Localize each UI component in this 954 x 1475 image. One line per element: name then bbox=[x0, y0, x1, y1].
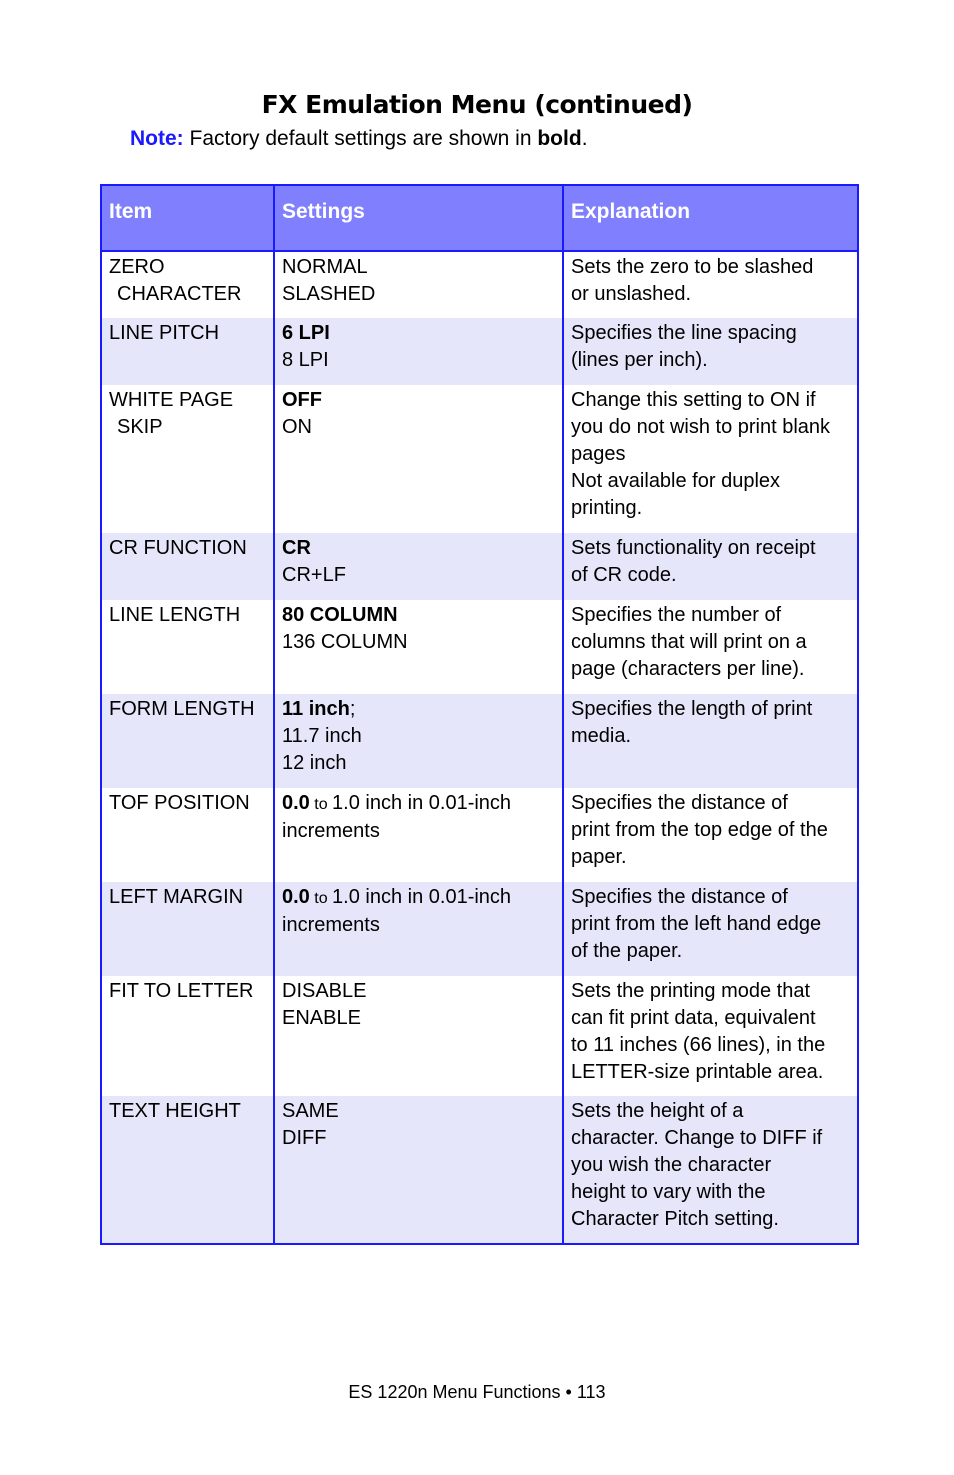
setting-option: NORMAL bbox=[282, 256, 368, 278]
table-row bbox=[101, 251, 858, 318]
settings-cell bbox=[274, 533, 563, 600]
explanation-line: Sets functionality on receipt bbox=[571, 537, 816, 559]
setting-option-default: 6 LPI bbox=[282, 322, 330, 344]
explanation-cell bbox=[563, 694, 858, 788]
explanation-line: Change this setting to ON if bbox=[571, 389, 816, 411]
item-text: LEFT MARGIN bbox=[109, 886, 244, 908]
settings-cell bbox=[274, 976, 563, 1096]
setting-option: DISABLE bbox=[282, 980, 367, 1002]
item-cell bbox=[101, 788, 274, 882]
explanation-line: paper. bbox=[571, 846, 627, 868]
header-settings: Settings bbox=[274, 185, 563, 251]
explanation-cell bbox=[563, 976, 858, 1096]
table-row bbox=[101, 318, 858, 385]
note-line bbox=[130, 127, 588, 151]
setting-range-text: increments bbox=[282, 914, 380, 936]
item-cell bbox=[101, 318, 274, 385]
explanation-cell bbox=[563, 600, 858, 694]
setting-separator: ; bbox=[349, 698, 356, 720]
item-text: LINE PITCH bbox=[109, 322, 220, 344]
table-row bbox=[101, 976, 858, 1096]
setting-option: DIFF bbox=[282, 1127, 327, 1149]
item-cell bbox=[101, 385, 274, 533]
explanation-line: of CR code. bbox=[571, 564, 677, 586]
item-text: TOF POSITION bbox=[109, 792, 250, 814]
settings-cell bbox=[274, 788, 563, 882]
explanation-line: print from the left hand edge bbox=[571, 913, 822, 935]
item-text: FORM LENGTH bbox=[109, 698, 255, 720]
setting-option-default: 0.0 bbox=[282, 886, 310, 908]
setting-range-to: to bbox=[309, 890, 333, 907]
setting-range-text: increments bbox=[282, 820, 380, 842]
note-bold-word: bold bbox=[537, 127, 582, 150]
explanation-line: you wish the character bbox=[571, 1154, 772, 1176]
item-text: ZERO bbox=[109, 256, 165, 278]
explanation-line: printing. bbox=[571, 497, 643, 519]
settings-cell bbox=[274, 600, 563, 694]
explanation-line: Specifies the line spacing bbox=[571, 322, 797, 344]
settings-cell bbox=[274, 318, 563, 385]
explanation-line: Not available for duplex bbox=[571, 470, 781, 492]
table-header-row bbox=[101, 185, 858, 251]
explanation-line: LETTER-size printable area. bbox=[571, 1061, 824, 1083]
item-cell bbox=[101, 533, 274, 600]
explanation-line: pages bbox=[571, 443, 626, 465]
explanation-cell bbox=[563, 251, 858, 318]
explanation-line: character. Change to DIFF if bbox=[571, 1127, 823, 1149]
settings-cell bbox=[274, 385, 563, 533]
setting-option: CR+LF bbox=[282, 564, 346, 586]
explanation-line: can fit print data, equivalent bbox=[571, 1007, 816, 1029]
settings-cell bbox=[274, 882, 563, 976]
fx-emulation-menu-table bbox=[100, 184, 859, 1245]
setting-option-default: OFF bbox=[282, 389, 322, 411]
setting-option: SAME bbox=[282, 1100, 339, 1122]
header-item: Item bbox=[101, 185, 274, 251]
item-text: FIT TO LETTER bbox=[109, 980, 254, 1002]
explanation-line: page (characters per line). bbox=[571, 658, 805, 680]
table-row bbox=[101, 694, 858, 788]
explanation-line: Specifies the distance of bbox=[571, 792, 788, 814]
table-row bbox=[101, 882, 858, 976]
explanation-line: media. bbox=[571, 725, 632, 747]
item-text: SKIP bbox=[117, 416, 163, 438]
explanation-cell bbox=[563, 318, 858, 385]
setting-option-line bbox=[282, 696, 555, 723]
explanation-cell bbox=[563, 788, 858, 882]
setting-option-default: 11 inch bbox=[282, 698, 350, 720]
explanation-line: Specifies the distance of bbox=[571, 886, 788, 908]
explanation-line: to 11 inches (66 lines), in the bbox=[571, 1034, 826, 1056]
settings-cell bbox=[274, 251, 563, 318]
setting-option: SLASHED bbox=[282, 283, 376, 305]
setting-range-line bbox=[282, 884, 555, 912]
table-row bbox=[101, 533, 858, 600]
setting-range-line bbox=[282, 790, 555, 818]
explanation-line: of the paper. bbox=[571, 940, 683, 962]
explanation-line: or unslashed. bbox=[571, 283, 692, 305]
explanation-cell bbox=[563, 1096, 858, 1244]
settings-cell bbox=[274, 694, 563, 788]
setting-option-default: CR bbox=[282, 537, 311, 559]
page-title: FX Emulation Menu (continued) bbox=[261, 90, 693, 119]
explanation-line: (lines per inch). bbox=[571, 349, 708, 371]
setting-option: 8 LPI bbox=[282, 349, 329, 371]
setting-option: ON bbox=[282, 416, 312, 438]
setting-option-default: 80 COLUMN bbox=[282, 604, 398, 626]
explanation-line: Specifies the number of bbox=[571, 604, 782, 626]
explanation-line: columns that will print on a bbox=[571, 631, 807, 653]
page-footer: ES 1220n Menu Functions • 113 bbox=[348, 1382, 606, 1402]
explanation-line: Character Pitch setting. bbox=[571, 1208, 779, 1230]
setting-option: 11.7 inch bbox=[282, 725, 362, 747]
setting-range-text: 1.0 inch in 0.01-inch bbox=[332, 792, 512, 814]
item-cell bbox=[101, 600, 274, 694]
setting-option: 136 COLUMN bbox=[282, 631, 408, 653]
explanation-line: Sets the printing mode that bbox=[571, 980, 811, 1002]
explanation-line: print from the top edge of the bbox=[571, 819, 828, 841]
explanation-cell bbox=[563, 385, 858, 533]
explanation-line: you do not wish to print blank bbox=[571, 416, 831, 438]
item-text: TEXT HEIGHT bbox=[109, 1100, 241, 1122]
header-explanation: Explanation bbox=[563, 185, 858, 251]
note-text: Factory default settings are shown in bbox=[183, 127, 538, 150]
note-label: Note: bbox=[130, 127, 184, 150]
item-text: WHITE PAGE bbox=[109, 389, 234, 411]
note-end: . bbox=[581, 127, 588, 150]
item-text: LINE LENGTH bbox=[109, 604, 241, 626]
settings-cell bbox=[274, 1096, 563, 1244]
item-text: CHARACTER bbox=[117, 283, 242, 305]
item-text: CR FUNCTION bbox=[109, 537, 247, 559]
item-cell bbox=[101, 694, 274, 788]
table-row bbox=[101, 385, 858, 533]
table-row bbox=[101, 1096, 858, 1244]
setting-option: ENABLE bbox=[282, 1007, 361, 1029]
table-row bbox=[101, 788, 858, 882]
table-row bbox=[101, 600, 858, 694]
explanation-line: Specifies the length of print bbox=[571, 698, 813, 720]
setting-option-default: 0.0 bbox=[282, 792, 310, 814]
explanation-line: Sets the zero to be slashed bbox=[571, 256, 814, 278]
item-cell bbox=[101, 882, 274, 976]
explanation-line: Sets the height of a bbox=[571, 1100, 744, 1122]
explanation-line: height to vary with the bbox=[571, 1181, 766, 1203]
item-cell bbox=[101, 251, 274, 318]
explanation-cell bbox=[563, 882, 858, 976]
setting-option: 12 inch bbox=[282, 752, 347, 774]
item-cell bbox=[101, 1096, 274, 1244]
setting-range-to: to bbox=[309, 796, 333, 813]
setting-range-text: 1.0 inch in 0.01-inch bbox=[332, 886, 512, 908]
item-cell bbox=[101, 976, 274, 1096]
explanation-cell bbox=[563, 533, 858, 600]
